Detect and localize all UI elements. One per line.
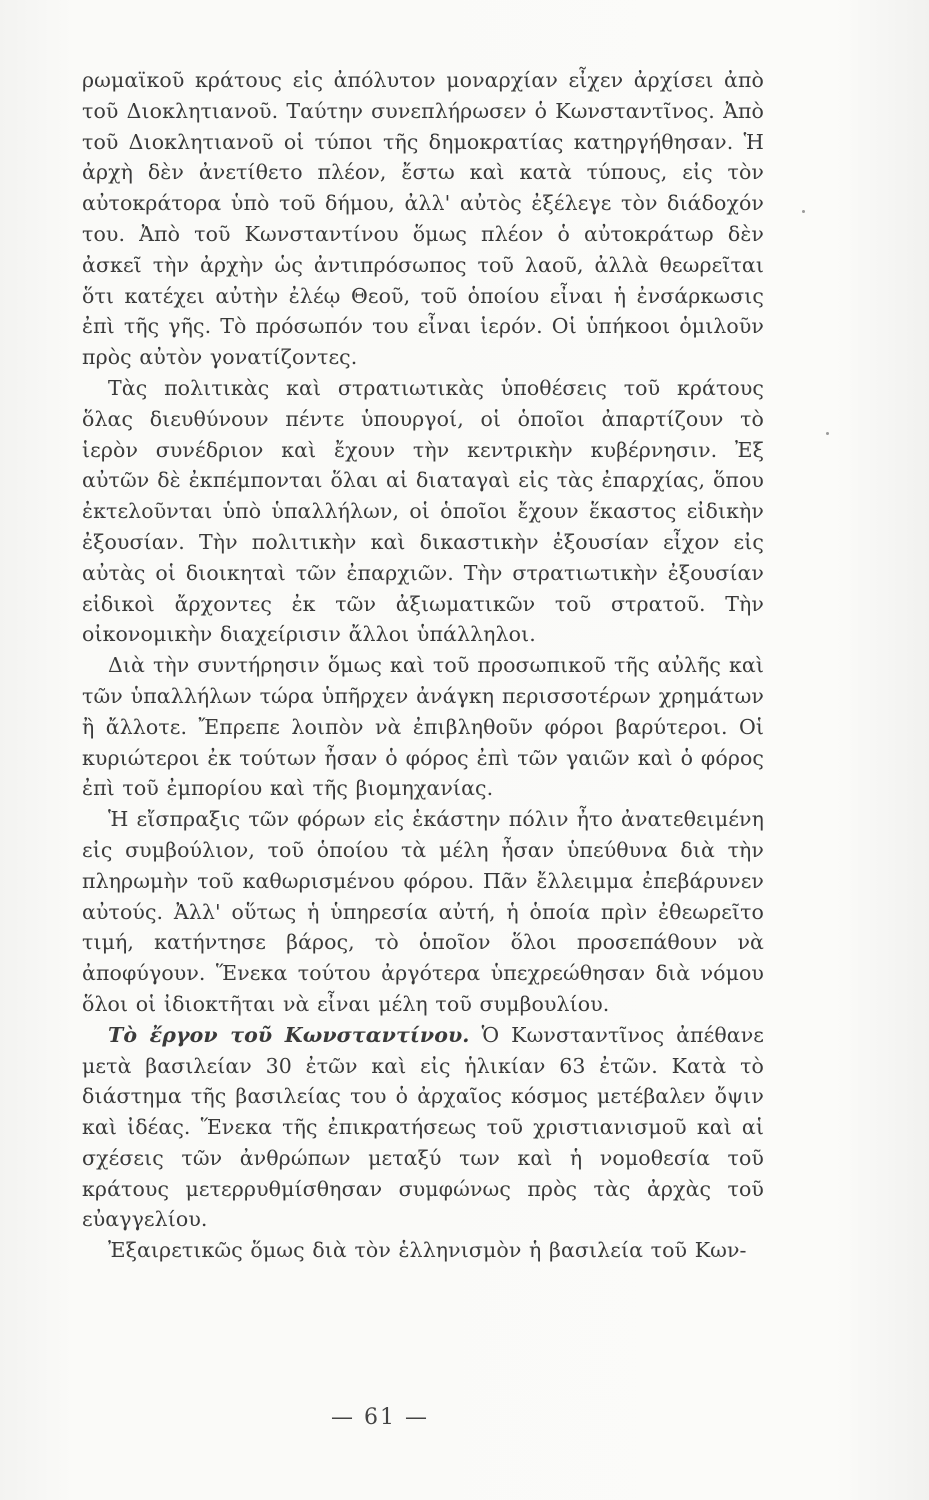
page-body bbox=[82, 65, 764, 1266]
paragraph-administration: Τὰς πολιτικὰς καὶ στρατιωτικὰς ὑποθέσεις τοῦ κράτους ὅλας διευθύνουν πέντε ὑπουργοί, οἱ ὁποῖοι ἀπαρτίζουν τὸ ἱερὸν συνέδριον καὶ ἔχουν τὴν κεντρικὴν κυβέρνησιν. Ἐξ αὐτῶν δὲ ἐκπέμπονται ὅλαι αἱ διαταγαὶ εἰς τὰς ἐπαρχίας, ὅπου ἐκτελοῦνται ὑπὸ ὑπαλλήλων, οἱ ὁποῖοι ἔχουν ἕκαστος εἰδικὴν ἐξουσίαν. Τὴν πολιτικὴν καὶ δικαστικὴν ἐξουσίαν εἶχον εἰς αὐτὰς οἱ διοικηταὶ τῶν ἐπαρχιῶν. Τὴν στρατιωτικὴν ἐξουσίαν εἰδικοὶ ἄρχοντες ἐκ τῶν ἀξιωματικῶν τοῦ στρατοῦ. Τὴν οἰκονομικὴν διαχείρισιν ἄλλοι ὑπάλληλοι. bbox=[82, 375, 764, 647]
page-number: — 61 — bbox=[331, 1405, 429, 1430]
print-speck bbox=[802, 210, 805, 213]
paragraph-hellenism: Ἐξαιρετικῶς ὅμως διὰ τὸν ἑλληνισμὸν ἡ βασιλεία τοῦ Κων- bbox=[108, 1238, 747, 1263]
paragraph-taxes: Διὰ τὴν συντήρησιν ὅμως καὶ τοῦ προσωπικοῦ τῆς αὐλῆς καὶ τῶν ὑπαλλήλων τώρα ὑπῆρχεν ἀνάγκη περισσοτέρων χρημάτων ἢ ἄλλοτε. Ἔπρεπε λοιπὸν νὰ ἐπιβληθοῦν φόροι βαρύτεροι. Οἱ κυριώτεροι ἐκ τούτων ἦσαν ὁ φόρος ἐπὶ τῶν γαιῶν καὶ ὁ φόρος ἐπὶ τοῦ ἐμπορίου καὶ τῆς βιομηχανίας. bbox=[82, 653, 764, 801]
paragraph-tax-collection: Ἡ εἴσπραξις τῶν φόρων εἰς ἑκάστην πόλιν ἦτο ἀνατεθειμένη εἰς συμβούλιον, τοῦ ὁποίου τὰ μέλη ἦσαν ὑπεύθυνα διὰ τὴν πληρωμὴν τοῦ καθωρισμένου φόρου. Πᾶν ἔλλειμμα ἐπεβάρυνεν αὐτούς. Ἀλλ' οὕτως ἡ ὑπηρεσία αὐτή, ἡ ὁποία πρὶν ἐθεωρεῖτο τιμή, κατήντησε βάρος, τὸ ὁποῖον ὅλοι προσεπάθουν νὰ ἀποφύγουν. Ἕνεκα τούτου ἀργότερα ὑπεχρεώθησαν διὰ νόμου ὅλοι οἱ ἰδιοκτῆται νὰ εἶναι μέλη τοῦ συμβουλίου. bbox=[82, 807, 764, 1016]
paragraph-monarchy: ρωμαϊκοῦ κράτους εἰς ἀπόλυτον μοναρχίαν εἶχεν ἀρχίσει ἀπὸ τοῦ Διοκλητιανοῦ. Ταύτην συνεπλήρωσεν ὁ Κωνσταντῖνος. Ἀπὸ τοῦ Διοκλητιανοῦ οἱ τύποι τῆς δημοκρατίας κατηργήθησαν. Ἡ ἀρχὴ δὲν ἀνετίθετο πλέον, ἔστω καὶ κατὰ τύπους, εἰς τὸν αὐτοκράτορα ὑπὸ τοῦ δήμου, ἀλλ' αὐτὸς ἐξέλεγε τὸν διάδοχόν του. Ἀπὸ τοῦ Κωνσταντίνου ὅμως πλέον ὁ αὐτοκράτωρ δὲν ἀσκεῖ τὴν ἀρχὴν ὡς ἀντιπρόσωπος τοῦ λαοῦ, ἀλλὰ θεωρεῖται ὅτι κατέχει αὐτὴν ἐλέῳ Θεοῦ, τοῦ ὁποίου εἶναι ἡ ἐνσάρκωσις ἐπὶ τῆς γῆς. Τὸ πρόσωπόν του εἶναι ἱερόν. Οἱ ὑπήκοοι ὁμιλοῦν πρὸς αὐτὸν γονατίζοντες. bbox=[82, 68, 764, 370]
section-heading: Τὸ ἔργον τοῦ Κωνσταντίνου. bbox=[108, 1022, 470, 1047]
section-text: Ὁ Κωνσταντῖνος ἀπέθανε μετὰ βασιλείαν 30 ἐτῶν καὶ εἰς ἡλικίαν 63 ἐτῶν. Κατὰ τὸ διάστημα τῆς βασιλείας του ὁ ἀρχαῖος κόσμος μετέβαλεν ὄψιν καὶ ἰδέας. Ἕνεκα τῆς ἐπικρατήσεως τοῦ χριστιανισμοῦ καὶ αἱ σχέσεις τῶν ἀνθρώπων μεταξύ των καὶ ἡ νομοθεσία τοῦ κράτους μετερρυθμίσθησαν συμφώνως πρὸς τὰς ἀρχὰς τοῦ εὐαγγελίου. bbox=[82, 1022, 764, 1232]
print-speck bbox=[826, 432, 829, 435]
paragraph-constantine-work bbox=[82, 1020, 764, 1236]
